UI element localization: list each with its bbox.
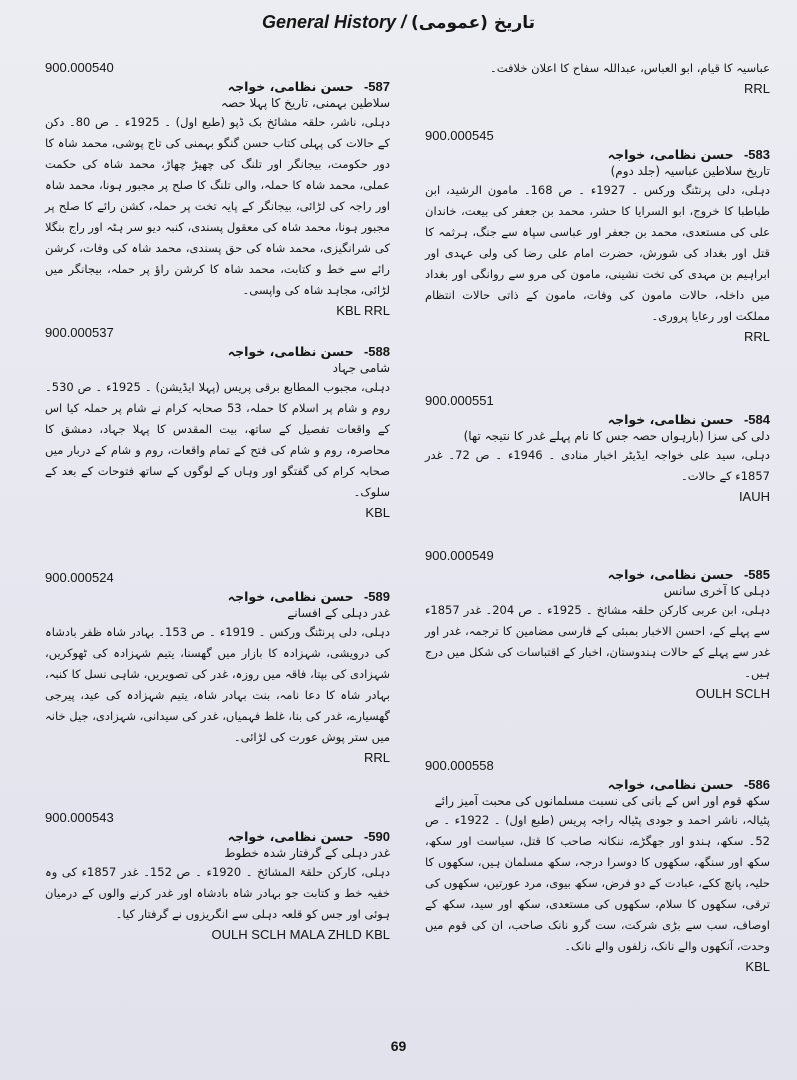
accession-number: 900.000551 <box>425 393 494 408</box>
entry-number: 588- <box>363 344 390 359</box>
entry-description: دہلی، کارکن حلقۃ المشائخ ۔ 1920ء ۔ ص 152۔ غدر 1857ء کی وہ خفیہ خط و کتابت جو بہادر شاہ بادشاہ اور غدر کرنے والوں کے درمیان ہوئی اور جس کو قلعہ دہلی سے انگریزوں نے گرفتار کیا۔ <box>45 865 391 921</box>
entry-heading <box>425 567 770 582</box>
accession-number: 900.000537 <box>45 325 114 340</box>
accession-number: 900.000524 <box>45 570 114 585</box>
entry-584 <box>425 393 770 548</box>
entry-587 <box>45 60 390 325</box>
entry-number: 585- <box>743 567 770 582</box>
library-codes: RRL <box>363 750 390 765</box>
right-column <box>425 58 770 974</box>
entry-number: 583- <box>743 147 770 162</box>
accession-number: 900.000558 <box>425 758 494 773</box>
library-codes: IAUH <box>738 489 770 504</box>
entry-author: حسن نظامی، خواجہ <box>607 567 734 582</box>
entry-continuation <box>425 58 770 128</box>
entry-title: غدر دہلی کے افسانے <box>287 606 390 620</box>
entry-number: 589- <box>363 589 390 604</box>
entry-heading <box>425 147 770 162</box>
entry-description: عباسیہ کا قیام، ابو العباس، عبداللہ سفاح کا اعلان خلافت۔ <box>489 61 770 75</box>
header-english: General History / <box>261 12 406 32</box>
library-codes: KBL RRL <box>336 303 390 318</box>
entry-description: پٹیالہ، ناشر احمد و جودی پٹیالہ راجہ پریس (طبع اول) ۔ 1922ء ۔ ص 52۔ سکھ، ہندو اور جھگڑے، ننکانہ صاحب کا قتل، سیاست اور سکھ، سکھ اور سنگھ، سکھوں کا دوسرا درجہ، سکھ مسلمان ہیں، سکھوں کا حلیہ، پانچ ککے، عبادت کے دو فرض، سکھ بیوی، مرد عورتیں، سکھوں کی ترقی، سکھوں کا سلام، سکھوں کی مستعدی، سکھ اور سید، سکھ کے اوصاف، سب سے بڑی شرکت، ست گرو نانک صاحب، ان کی قوم میں وحدت، آنکھوں والے نانک، زلفوں والے نانک۔ <box>425 813 770 953</box>
entry-author: حسن نظامی، خواجہ <box>227 589 354 604</box>
entry-author: حسن نظامی، خواجہ <box>227 79 354 94</box>
entry-author: حسن نظامی، خواجہ <box>607 147 734 162</box>
entry-title: تاریخ سلاطین عباسیہ (جلد دوم) <box>610 164 770 178</box>
entry-description: دہلی، ناشر، حلقہ مشائخ بک ڈپو (طبع اول) ۔ 1925ء ۔ ص 80۔ دکن کے حالات کی پہلی کتاب حسن گنگو بہمنی کی تاج پوشی، محمد شاہ کا دور حکومت، بیجانگر اور تلنگ کی چھیڑ چھاڑ، محمد شاہ کی حکمت عملی، محمد شاہ کا حملہ، والی تلنگ کا صلح پر مجبور ہونا، محمد شاہ اور راجہ کی لڑائی، بیجانگر کے پایہ تخت پر حملہ، کشن رائے کا صلح پر مجبور ہونا، محمد شاہ کی معقول پسندی، کنبہ دیو سر ہٹہ اور راج بنگلا کی شرانگیزی، محمد شاہ کی حق پسندی، محمد شاہ کی وفات، کرشن رائے سے خط و کتابت، محمد شاہ کا کرشن راؤ پر حملہ، بیجانگر میں لڑائی، مجاہد شاہ کی واپسی۔ <box>45 115 390 297</box>
entry-author: حسن نظامی، خواجہ <box>607 412 734 427</box>
entry-heading <box>45 589 390 604</box>
entry-description: دہلی، دلی پرنٹنگ ورکس ۔ 1919ء ۔ ص 153۔ بہادر شاہ ظفر بادشاہ کی درویشی، شہزادہ کا بازار میں گھسنا، یتیم شہزادہ کی ٹھوکریں، شہزادی کی بپتا، فاقہ میں روزہ، غدر کی تصویریں، شاہی نسل کا کنبہ، بہادر شاہ کا دعا نامہ، بنت بہادر شاہ، یتیم شہزادہ کی عید، پیرجی گھسیارے، غدر کی بنا، غلط فہمیاں، غدر کی سیدانی، شہزادی، جیل خانہ میں ستر پوش عورت کی لڑائی۔ <box>45 625 391 744</box>
entry-title: غدر دہلی کے گرفتار شدہ خطوط <box>224 846 390 860</box>
entry-title: سکھ قوم اور اس کے بانی کی نسبت مسلمانوں کی محبت آمیز رائے <box>434 794 770 808</box>
entry-description: دہلی، مجبوب المطابع برقی پریس (پہلا ایڈیشن) ۔ 1925ء ۔ ص 530۔ روم و شام پر اسلام کا حملہ، 53 صحابہ کرام نے شام پر حملہ کیا اس کے واقعات تفصیل کے ساتھ، بیت المقدس کا پہلا جہاد، دمشق کا محاصرہ، روم و شام کی فتح کے تمام واقعات، روم و شام کے دربار میں صحابہ کرام کی گفتگو اور وہاں کے لوگوں کے ساتھ فتوحات کے بعد کے سلوک۔ <box>45 380 390 499</box>
entry-author: حسن نظامی، خواجہ <box>227 829 354 844</box>
library-codes: KBL <box>365 505 390 520</box>
entry-description: دہلی، دلی پرنٹنگ ورکس ۔ 1927ء ۔ ص 168۔ مامون الرشید، ابن طباطبا کا خروج، ابو السرایا کا حشر، محمد بن جعفر کی بیعت، خاندان علی کی مستعدی، محمد بن جعفر اور عباسی سپاہ سے جنگ، ہرثمہ کا قتل اور بغداد کی شورش، حضرت امام علی رضا کی ولی عہدی اور ابراہیم بن مہدی کی تخت نشینی، مامون کی مرو سے روانگی اور بغداد میں داخلہ، حالات مامون کی وفات، مامون کے ذاتی حالات انتظام مملکت اور رعایا پروری۔ <box>425 183 771 323</box>
entry-heading <box>425 777 770 792</box>
accession-number: 900.000540 <box>45 60 114 75</box>
entry-title: شامی جہاد <box>332 361 390 375</box>
accession-number: 900.000545 <box>425 128 494 143</box>
entry-589 <box>45 570 390 810</box>
entry-heading <box>45 344 390 359</box>
header-urdu: تاریخ (عمومی) <box>411 13 536 33</box>
entry-585 <box>425 548 770 758</box>
entry-number: 586- <box>743 777 770 792</box>
accession-number: 900.000543 <box>45 810 114 825</box>
entry-number: 587- <box>363 79 390 94</box>
entry-heading <box>45 829 390 844</box>
entry-588 <box>45 325 390 570</box>
page-number: 69 <box>390 1038 407 1054</box>
entry-description: دہلی، سید علی خواجہ ایڈیٹر اخبار منادی ۔ 1946ء ۔ ص 72۔ غدر 1857ء کے حالات۔ <box>425 448 770 483</box>
library-codes: KBL <box>745 959 770 974</box>
entry-number: 584- <box>743 412 770 427</box>
left-column <box>45 60 390 942</box>
entry-title: سلاطین بہمنی، تاریخ کا پہلا حصہ <box>220 96 390 110</box>
entry-title: دلی کی سزا (بارہواں حصہ جس کا نام پہلے غدر کا نتیجہ تھا) <box>463 429 770 443</box>
library-codes: OULH SCLH MALA ZHLD KBL <box>211 927 390 942</box>
entry-heading <box>425 412 770 427</box>
entry-author: حسن نظامی، خواجہ <box>227 344 354 359</box>
entry-586 <box>425 758 770 974</box>
library-codes: RRL <box>743 329 770 344</box>
entry-description: دہلی، ابن عربی کارکن حلقہ مشائخ ۔ 1925ء ۔ ص 204۔ غدر 1857ء سے پہلے کے، احسن الاخبار بمبئی کے فارسی مضامین کا ترجمہ، غدر اور غدر سے پہلے کے حالات ہندوستان، اخبار کے اقتباسات کی شکل میں درج ہیں۔ <box>425 603 770 680</box>
entry-number: 590- <box>363 829 390 844</box>
entry-583 <box>425 128 770 393</box>
entry-title: دہلی کا آخری سانس <box>663 584 770 598</box>
entry-author: حسن نظامی، خواجہ <box>607 777 734 792</box>
library-codes: RRL <box>743 81 770 96</box>
library-codes: OULH SCLH <box>695 686 770 701</box>
entry-heading <box>45 79 390 94</box>
accession-number: 900.000549 <box>425 548 494 563</box>
page-header <box>0 12 797 33</box>
entry-590 <box>45 810 390 942</box>
